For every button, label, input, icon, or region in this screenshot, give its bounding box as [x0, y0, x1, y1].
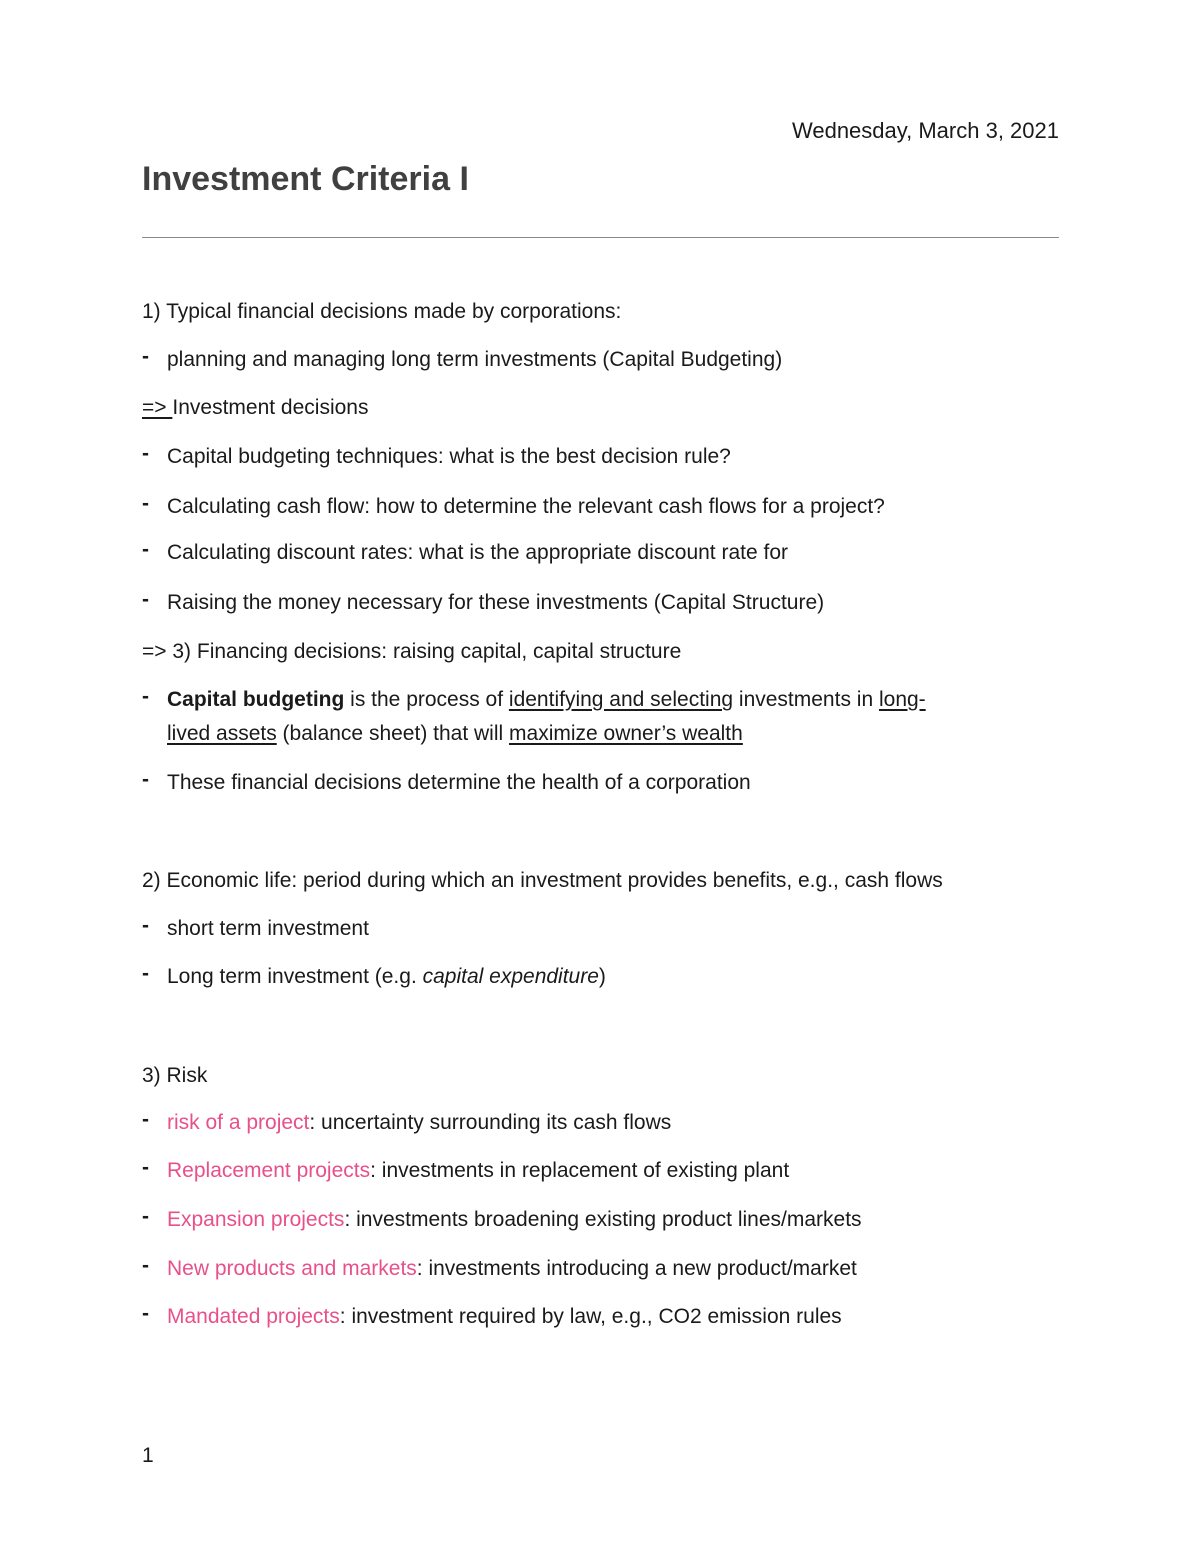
- bullet-dash: -: [142, 345, 149, 368]
- list-item-text: Calculating discount rates: what is the appropriate discount rate for: [167, 541, 789, 564]
- bullet-dash: -: [142, 1205, 149, 1228]
- title-divider: [142, 237, 1059, 238]
- risk-term: Replacement projects: [167, 1159, 371, 1182]
- risk-term: risk of a project: [167, 1111, 310, 1134]
- risk-item-text: [167, 1110, 671, 1136]
- bullet-dash: -: [142, 914, 149, 937]
- list-item-text: [167, 964, 606, 990]
- arrow-marker: =>: [142, 396, 173, 419]
- risk-description: : investments introducing a new product/market: [416, 1257, 857, 1280]
- risk-description: : uncertainty surrounding its cash flows: [309, 1111, 672, 1134]
- underlined-phrase: identifying and selecting: [508, 688, 734, 711]
- bullet-dash: -: [142, 1254, 149, 1277]
- document-date: Wednesday, March 3, 2021: [791, 118, 1059, 143]
- text-run: Long term investment (e.g.: [167, 965, 423, 988]
- list-item-text: Raising the money necessary for these investments (Capital Structure): [167, 591, 825, 614]
- list-item-text: These financial decisions determine the health of a corporation: [167, 771, 751, 794]
- bullet-dash: -: [142, 492, 149, 515]
- section-1-heading: 1) Typical financial decisions made by corporations:: [142, 300, 622, 323]
- investment-decisions-text: Investment decisions: [172, 396, 369, 419]
- section-2-heading: 2) Economic life: period during which an investment provides benefits, e.g., cash flows: [142, 869, 943, 892]
- risk-term: Expansion projects: [167, 1208, 345, 1231]
- list-item-text: Calculating cash flow: how to determine the relevant cash flows for a project?: [167, 495, 885, 518]
- text-run: is the process of: [344, 688, 509, 711]
- text-run: ): [598, 965, 606, 988]
- bullet-dash: -: [142, 1156, 149, 1179]
- risk-term: New products and markets: [167, 1257, 417, 1280]
- bullet-dash: -: [142, 1108, 149, 1131]
- bullet-dash: -: [142, 768, 149, 791]
- risk-description: : investment required by law, e.g., CO2 emission rules: [339, 1305, 842, 1328]
- bullet-dash: -: [142, 1302, 149, 1325]
- capital-budgeting-line-2: [167, 721, 743, 747]
- text-run: investments in: [733, 688, 879, 711]
- page-title: Investment Criteria I: [142, 160, 469, 198]
- risk-item-text: [167, 1256, 857, 1282]
- bullet-dash: -: [142, 685, 149, 708]
- list-item-text: Capital budgeting techniques: what is the best decision rule?: [167, 445, 731, 468]
- underlined-phrase: lived assets: [167, 722, 277, 745]
- risk-description: : investments in replacement of existing plant: [370, 1159, 790, 1182]
- page-number: 1: [142, 1444, 154, 1467]
- underlined-phrase: long-: [878, 688, 926, 711]
- italic-term: capital expenditure: [422, 965, 599, 988]
- risk-term: Mandated projects: [167, 1305, 340, 1328]
- section-3-heading: 3) Risk: [142, 1064, 208, 1087]
- risk-item-text: [167, 1304, 842, 1330]
- list-item-text: short term investment: [167, 917, 369, 940]
- risk-item-text: [167, 1207, 862, 1233]
- capital-budgeting-term: Capital budgeting: [167, 688, 345, 711]
- underlined-phrase: maximize owner’s wealth: [509, 722, 743, 745]
- list-item-text: planning and managing long term investments (Capital Budgeting): [167, 348, 783, 371]
- capital-budgeting-line-1: [167, 687, 926, 713]
- bullet-dash: -: [142, 588, 149, 611]
- bullet-dash: -: [142, 538, 149, 561]
- bullet-dash: -: [142, 442, 149, 465]
- text-run: (balance sheet) that will: [276, 722, 510, 745]
- financing-decisions-line: => 3) Financing decisions: raising capital, capital structure: [142, 640, 682, 663]
- bullet-dash: -: [142, 962, 149, 985]
- risk-item-text: [167, 1158, 789, 1184]
- risk-description: : investments broadening existing product lines/markets: [344, 1208, 862, 1231]
- investment-decisions-line: [142, 395, 368, 421]
